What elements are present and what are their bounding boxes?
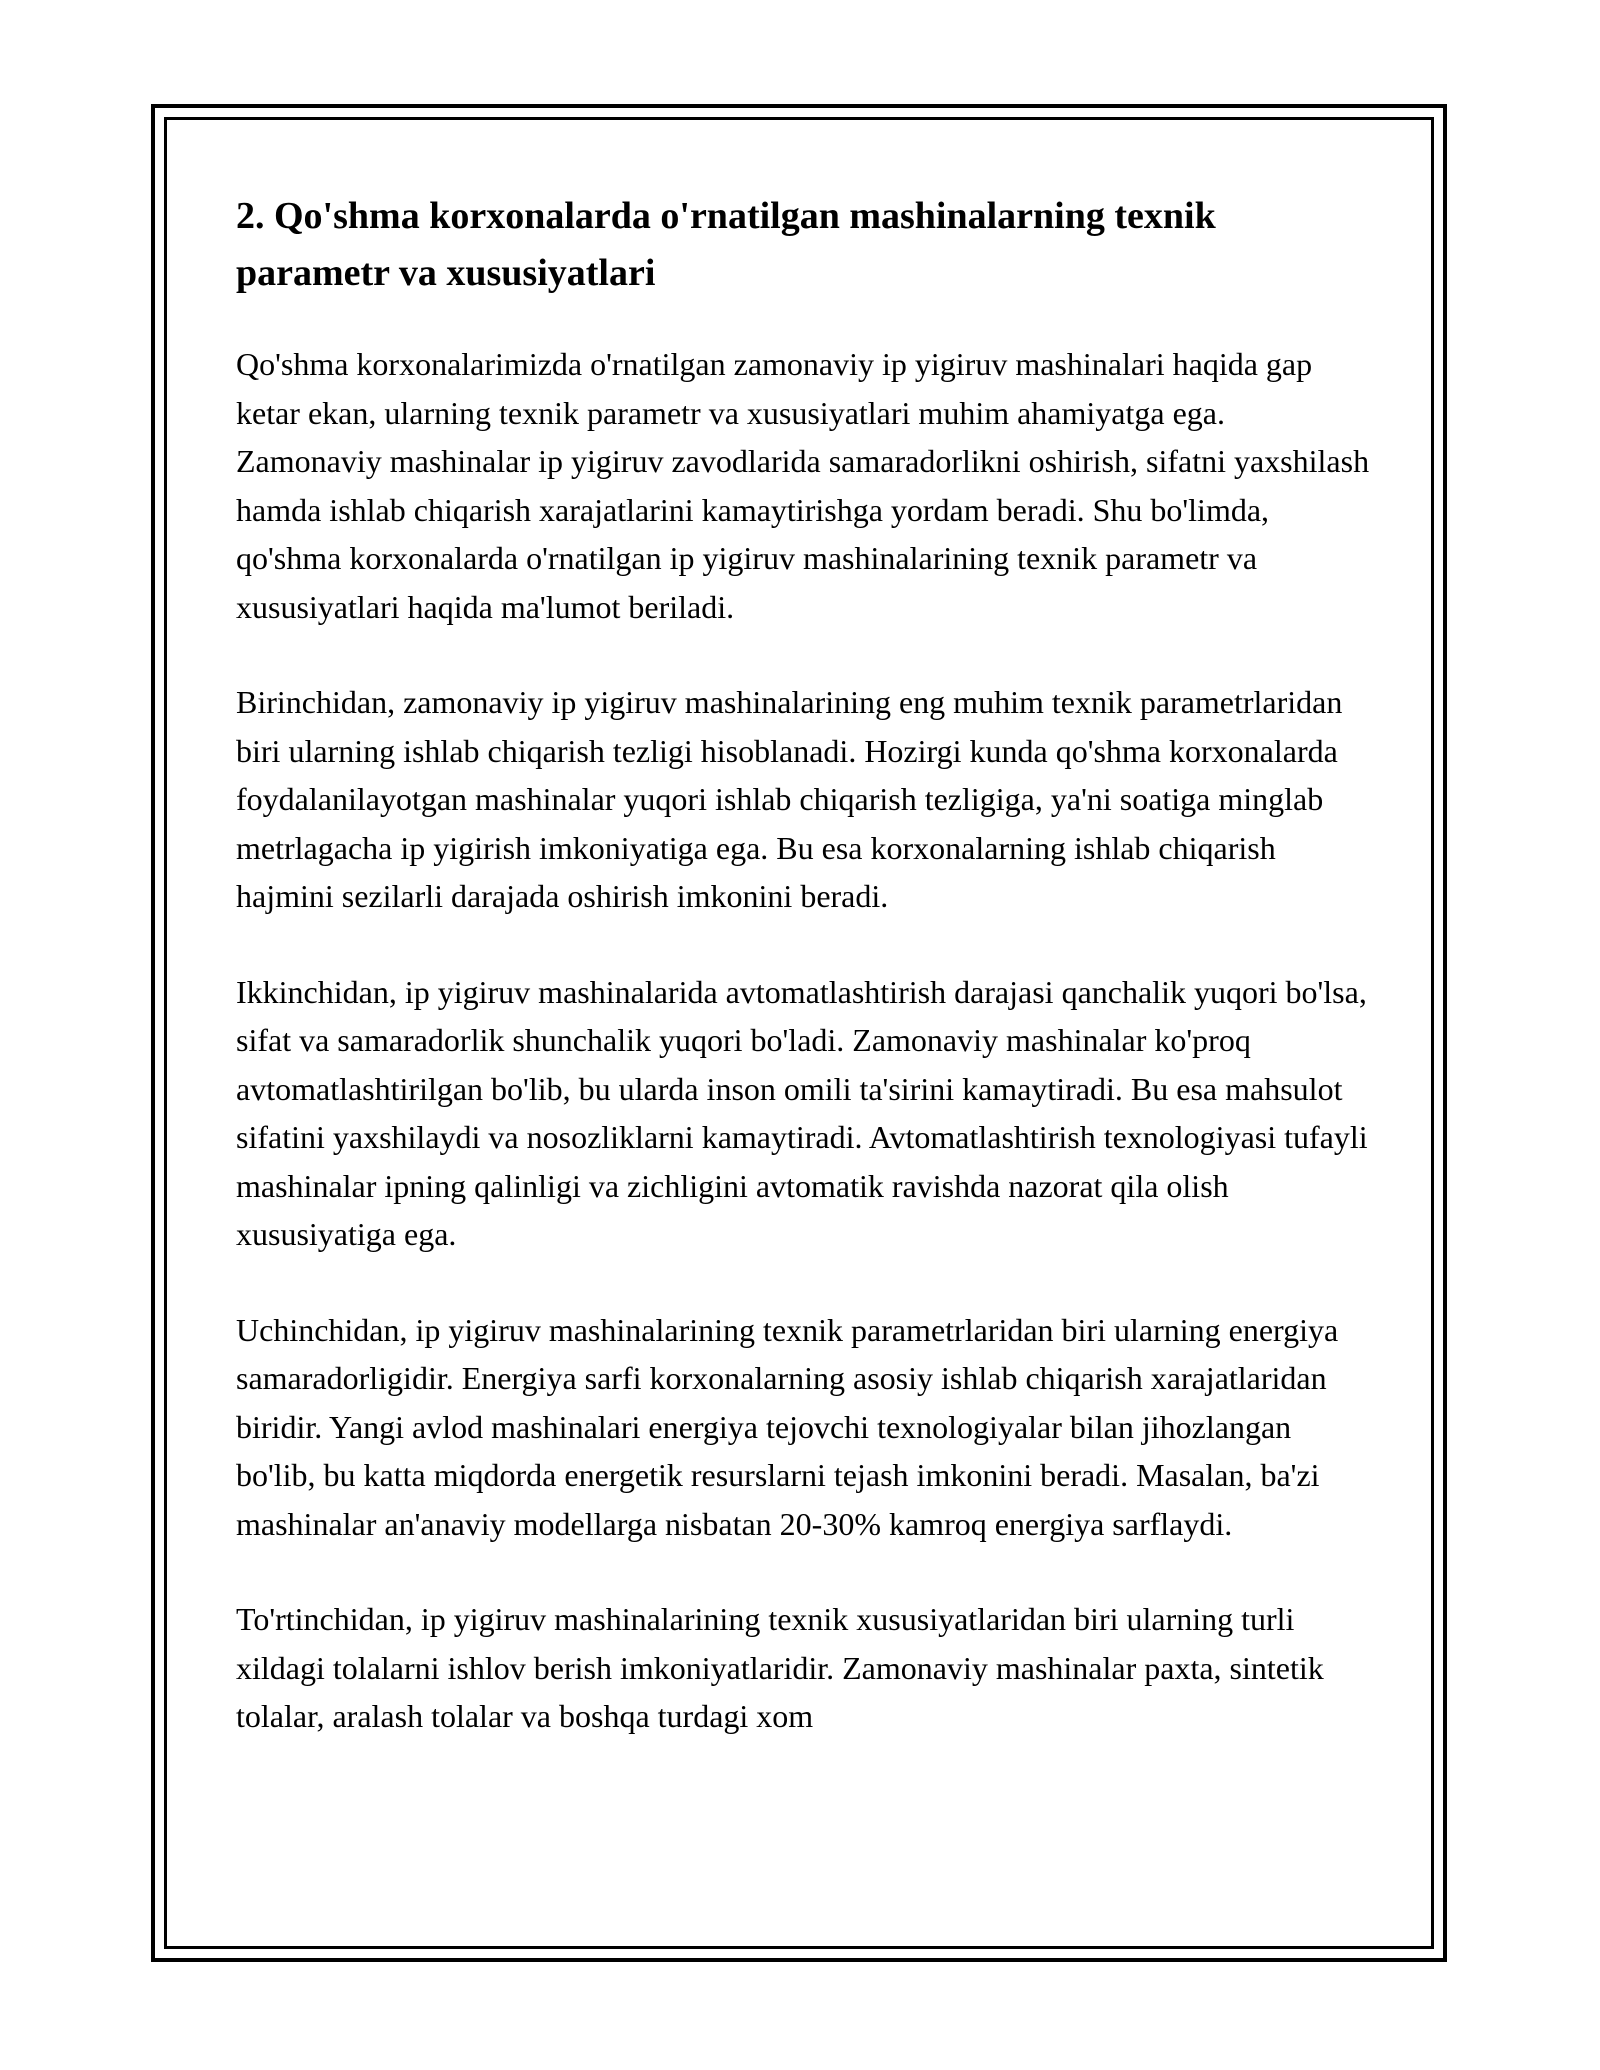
paragraph-third: Uchinchidan, ip yigiruv mashinalarining texnik parametrlaridan biri ularning energiya samaradorligidir. Energiya sarfi korxonalarning asosiy ishlab chiqarish xarajatlaridan biridir. Yangi avlod mashinalari energiya tejovchi texnologiyalar bilan jihozlangan bo'lib, bu katta miqdorda energetik resurslarni tejash imkonini beradi. Masalan, ba'zi mashinalar an'anaviy modellarga nisbatan 20-30% kamroq energiya sarflaydi.	[236, 1311, 1339, 1542]
paragraph-second: Ikkinchidan, ip yigiruv mashinalarida avtomatlashtirish darajasi qanchalik yuqori bo'lsa, sifat va samaradorlik shunchalik yuqori bo'ladi. Zamonaviy mashinalar ko'proq avtomatlashtirilgan bo'lib, bu ularda inson omili ta'sirini kamaytiradi. Bu esa mahsulot sifatini yaxshilaydi va nosozliklarni kamaytiradi. Avtomatlashtirish texnologiyasi tufayli mashinalar ipning qalinligi va zichligini avtomatik ravishda nazorat qila olish xususiyatiga ega.	[236, 973, 1368, 1252]
paragraph-intro: Qo'shma korxonalarimizda o'rnatilgan zamonaviy ip yigiruv mashinalari haqida gap ketar ekan, ularning texnik parametr va xususiyatlari muhim ahamiyatga ega. Zamonaviy mashinalar ip yigiruv zavodlarida samaradorlikni oshirish, sifatni yaxshilash hamda ishlab chiqarish xarajatlarini kamaytirishga yordam beradi. Shu bo'limda, qo'shma korxonalarda o'rnatilgan ip yigiruv mashinalarining texnik parametr va xususiyatlari haqida ma'lumot beriladi.	[236, 346, 1370, 625]
document-body	[236, 188, 1370, 1788]
paragraph-first: Birinchidan, zamonaviy ip yigiruv mashinalarining eng muhim texnik parametrlaridan biri ularning ishlab chiqarish tezligi hisoblanadi. Hozirgi kunda qo'shma korxonalarda foydalanilayotgan mashinalar yuqori ishlab chiqarish tezligiga, ya'ni soatiga minglab metrlagacha ip yigirish imkoniyatiga ega. Bu esa korxonalarning ishlab chiqarish hajmini sezilarli darajada oshirish imkonini beradi.	[236, 684, 1343, 914]
paragraph-fourth: To'rtinchidan, ip yigiruv mashinalarining texnik xususiyatlaridan biri ularning turli xildagi tolalarni ishlov berish imkoniyatlaridir. Zamonaviy mashinalar paxta, sintetik tolalar, aralash tolalar va boshqa turdagi xom	[236, 1601, 1324, 1734]
section-heading: 2. Qo'shma korxonalarda o'rnatilgan mashinalarning texnik parametr va xususiyatlari	[236, 195, 1216, 294]
